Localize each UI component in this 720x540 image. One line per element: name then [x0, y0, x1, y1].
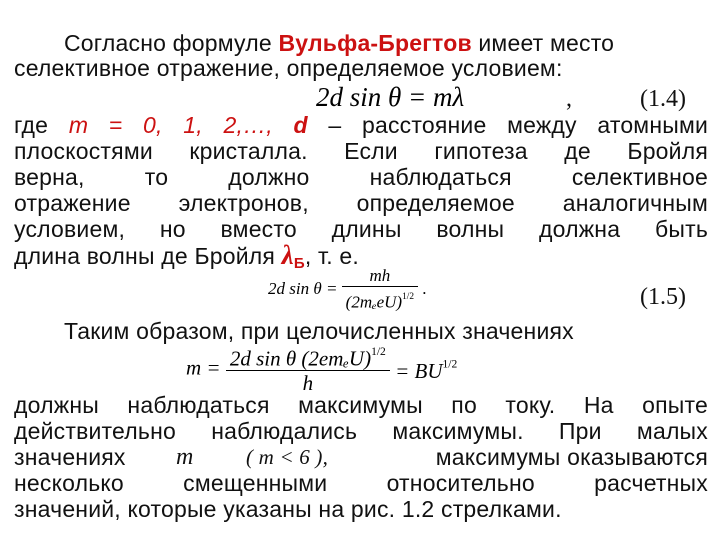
text-segment: максимумы оказываются: [435, 444, 708, 470]
paragraph-4-line-5: значений, которые указаны на рис. 1.2 стрелками.: [14, 496, 562, 522]
highlighted-term: Вульфа-Брегтов: [278, 30, 472, 56]
text-segment: где: [14, 112, 69, 138]
equation-period: .: [422, 279, 427, 299]
text-segment: длина волны де Бройля: [14, 243, 282, 269]
equation-m: [186, 340, 457, 395]
equation-lhs: m =: [186, 355, 221, 380]
equation-1-4: 2d sin θ = mλ: [316, 82, 465, 112]
highlighted-term: m = 0, 1, 2,…,: [68, 112, 273, 138]
equation-1-5: [268, 266, 427, 312]
denominator-expression: (2mₑeU): [345, 292, 403, 312]
text-segment: , т. е.: [304, 243, 359, 269]
paragraph-4-line-2: действительно наблюдались максимумы. При малых: [14, 418, 708, 444]
fraction-denominator: h: [226, 370, 390, 395]
text-segment: значениях: [14, 444, 126, 470]
fraction-numerator: [226, 340, 390, 370]
equation-number-1-5: (1.5): [640, 284, 686, 310]
text-segment: имеет место: [471, 30, 615, 56]
paragraph-4-line-1: должны наблюдаться максимумы по току. На опыте: [14, 392, 708, 418]
paragraph-2-line-3: верна, то должно наблюдаться селективное: [14, 164, 708, 190]
equation-rhs: [395, 359, 457, 383]
equation-comma: ,: [566, 86, 572, 112]
fraction-numerator: mh: [369, 266, 391, 285]
lambda-symbol: λ: [281, 240, 294, 270]
exponent: 1/2: [371, 346, 386, 358]
paragraph-1-line-1: [64, 30, 708, 56]
exponent: 1/2: [402, 292, 415, 302]
paragraph-2-line-2: плоскостями кристалла. Если гипотеза де Бройля: [14, 138, 708, 164]
paragraph-3-line-1: Таким образом, при целочисленных значениях: [64, 318, 574, 344]
paragraph-2-line-5: условием, но вместо длины волны должна быть: [14, 216, 708, 242]
fraction-denominator: [342, 286, 418, 312]
fraction: [342, 266, 418, 312]
paragraph-1-line-2: селективное отражение, определяемое условием:: [14, 55, 563, 81]
variable-m: m: [176, 444, 194, 470]
numerator-expression: 2d sin θ (2emₑU): [229, 346, 372, 371]
fraction: [226, 340, 390, 395]
highlighted-term: d: [293, 112, 308, 138]
text-segment: – расстояние между атомными: [307, 112, 709, 138]
condition-expression: ( m < 6 ),: [246, 445, 329, 469]
lambda-subscript: Б: [293, 255, 305, 272]
text-segment: Согласно формуле: [64, 30, 279, 56]
paragraph-4-line-4: несколько смещенными относительно расчетных: [14, 470, 708, 496]
equation-lhs: 2d sin θ =: [268, 279, 338, 299]
paragraph-2-line-1: [14, 112, 708, 138]
rhs-expression: = BU: [395, 358, 443, 383]
exponent: 1/2: [442, 358, 458, 371]
equation-number-1-4: (1.4): [640, 86, 686, 112]
paragraph-2-line-4: отражение электронов, определяемое аналогичным: [14, 190, 708, 216]
